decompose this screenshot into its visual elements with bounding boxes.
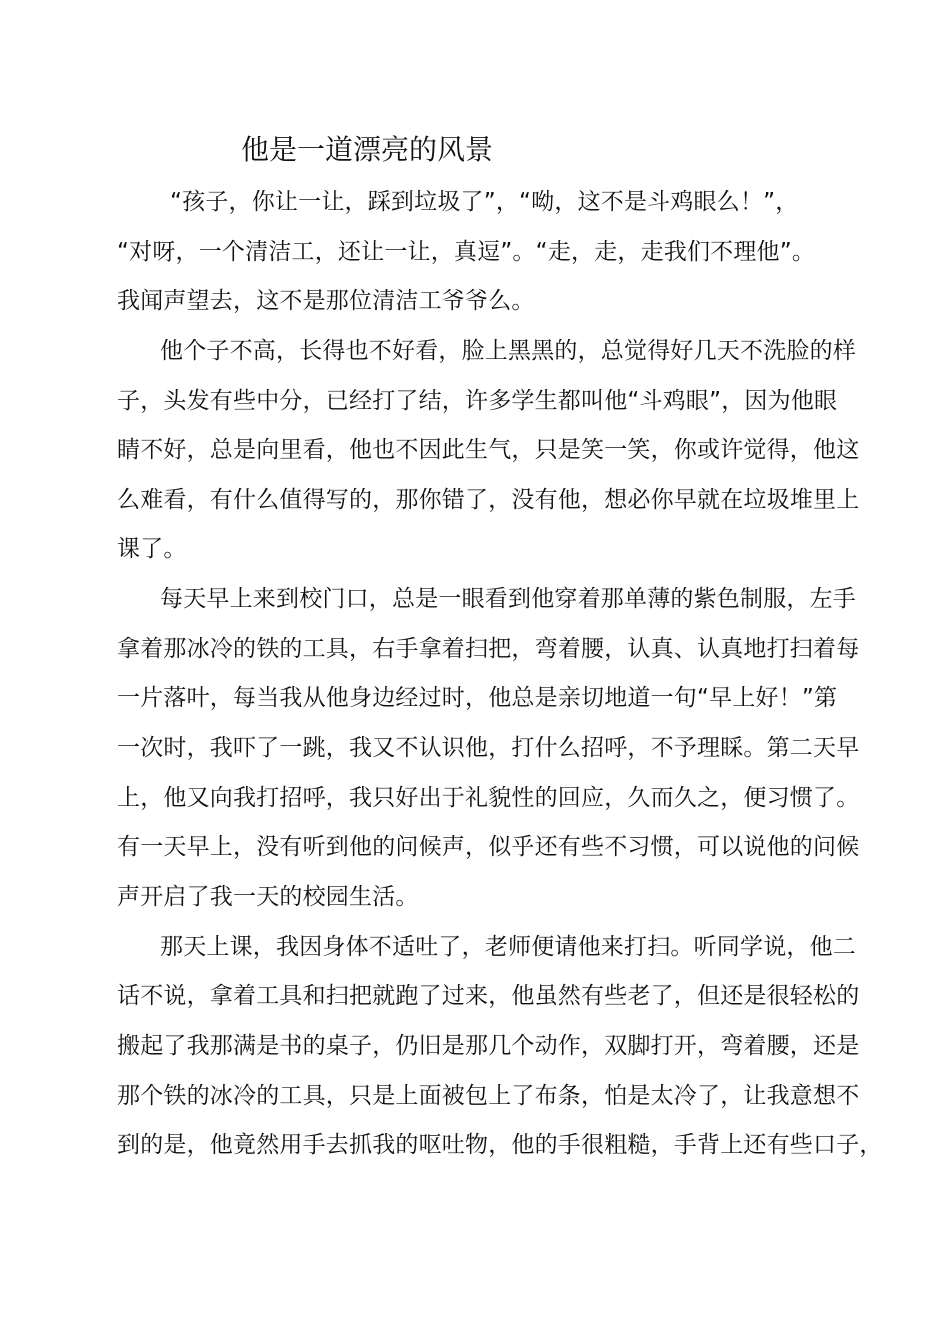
- text-line: 到的是，他竟然用手去抓我的呕吐物，他的手很粗糙，手背上还有些口子，: [117, 1132, 883, 1158]
- text-line: 么难看，有什么值得写的，那你错了，没有他，想必你早就在垃圾堆里上: [117, 487, 860, 513]
- text-line: 每天早上来到校门口，总是一眼看到他穿着那单薄的紫色制服，左手: [160, 586, 856, 612]
- text-line: 一次时，我吓了一跳，我又不认识他，打什么招呼，不予理睬。第二天早: [117, 735, 860, 761]
- text-line: 声开启了我一天的校园生活。: [117, 884, 419, 910]
- text-line: 他个子不高，长得也不好看，脸上黑黑的，总觉得好几天不洗脸的样: [160, 338, 856, 364]
- text-line: 有一天早上，没有听到他的问候声，似乎还有些不习惯，可以说他的问候: [117, 834, 860, 860]
- text-line: 课了。: [117, 536, 187, 562]
- text-line: 搬起了我那满是书的桌子，仍旧是那几个动作，双脚打开，弯着腰，还是: [117, 1033, 860, 1059]
- text-line: 上，他又向我打招呼，我只好出于礼貌性的回应，久而久之，便习惯了。: [117, 785, 860, 811]
- text-line: 子，头发有些中分，已经打了结，许多学生都叫他“斗鸡眼”，因为他眼: [117, 388, 838, 414]
- text-line: 我闻声望去，这不是那位清洁工爷爷么。: [117, 288, 535, 314]
- text-line: 那个铁的冰冷的工具，只是上面被包上了布条，怕是太冷了，让我意想不: [117, 1083, 860, 1109]
- document-title: 他是一道漂亮的风景: [241, 133, 494, 166]
- text-line: 那天上课，我因身体不适吐了，老师便请他来打扫。听同学说，他二: [160, 934, 856, 960]
- text-line: 拿着那冰冷的铁的工具，右手拿着扫把，弯着腰，认真、认真地打扫着每: [117, 636, 860, 662]
- text-line: 睛不好，总是向里看，他也不因此生气，只是笑一笑，你或许觉得，他这: [117, 437, 860, 463]
- text-line: 一片落叶，每当我从他身边经过时，他总是亲切地道一句“早上好！”第: [117, 685, 838, 711]
- text-line: “对呀，一个清洁工，还让一让，真逗”。“走，走，走我们不理他”。: [117, 239, 816, 265]
- text-line: “孩子，你让一让，踩到垃圾了”，“呦，这不是斗鸡眼么！”，: [170, 189, 799, 215]
- text-line: 话不说，拿着工具和扫把就跑了过来，他虽然有些老了，但还是很轻松的: [117, 983, 860, 1009]
